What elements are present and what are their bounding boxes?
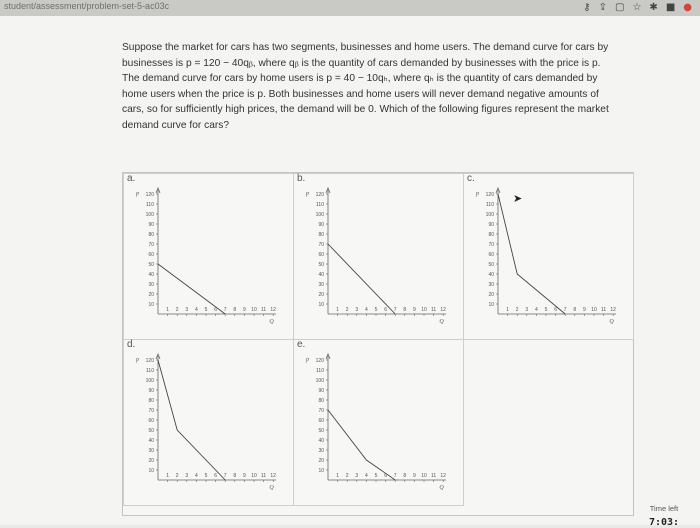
chart-svg: [124, 174, 293, 339]
y-tick-label: 90: [318, 222, 324, 228]
question-text: [122, 40, 632, 133]
y-tick-label: 10: [318, 468, 324, 474]
y-tick-label: 20: [148, 458, 154, 464]
option-b-figure[interactable]: [293, 173, 464, 340]
x-tick-label: 10: [421, 473, 427, 479]
y-tick-label: 20: [318, 292, 324, 298]
x-tick-label: 9: [583, 307, 586, 313]
x-tick-label: 3: [185, 473, 189, 479]
x-axis-label: Q: [609, 319, 614, 325]
y-tick-label: 20: [488, 292, 494, 298]
option-d-figure[interactable]: [123, 339, 294, 506]
x-axis-label: Q: [269, 319, 274, 325]
y-tick-label: 70: [318, 408, 324, 414]
y-tick-label: 40: [318, 438, 324, 444]
x-tick-label: 5: [204, 307, 208, 313]
x-tick-label: 8: [573, 307, 577, 313]
toolbar-icons: [583, 1, 692, 15]
x-tick-label: 11: [260, 307, 267, 313]
x-tick-label: 6: [214, 473, 217, 479]
y-tick-label: 20: [318, 458, 324, 464]
x-tick-label: 12: [270, 473, 276, 479]
y-tick-label: 60: [318, 252, 324, 258]
x-tick-label: 3: [355, 307, 359, 313]
y-tick-label: 120: [315, 358, 324, 364]
chart-svg: [294, 340, 463, 505]
y-tick-label: 70: [488, 242, 494, 248]
y-tick-label: 10: [148, 468, 154, 474]
y-axis-label: p: [476, 191, 479, 197]
option-a-figure[interactable]: [123, 173, 294, 340]
demand-curve: [158, 360, 225, 480]
x-tick-label: 7: [223, 307, 227, 313]
y-tick-label: 10: [488, 302, 494, 308]
x-tick-label: 6: [384, 473, 387, 479]
x-tick-label: 4: [535, 307, 538, 313]
y-tick-label: 90: [318, 388, 324, 394]
y-tick-label: 100: [145, 378, 154, 384]
x-axis-label: Q: [439, 319, 444, 325]
x-tick-label: 12: [440, 307, 446, 313]
chart-svg: [124, 340, 293, 505]
x-tick-label: 11: [260, 473, 267, 479]
question-line: The demand curve for cars by home users is p = 40 − 10qₕ, where qₕ is the quantity of cars demanded by: [122, 73, 598, 84]
y-tick-label: 110: [146, 202, 154, 208]
y-tick-label: 80: [318, 232, 324, 238]
y-tick-label: 100: [145, 212, 154, 218]
x-tick-label: 7: [223, 473, 227, 479]
time-left-value: 7:03:: [648, 517, 680, 528]
y-tick-label: 60: [488, 252, 494, 258]
x-tick-label: 5: [204, 473, 208, 479]
option-letter: d.: [127, 339, 136, 350]
x-tick-label: 9: [243, 473, 246, 479]
y-tick-label: 50: [318, 428, 324, 434]
x-tick-label: 2: [175, 307, 179, 313]
option-letter: e.: [297, 339, 306, 350]
y-tick-label: 40: [488, 272, 494, 278]
x-tick-label: 5: [544, 307, 548, 313]
option-letter: a.: [127, 173, 136, 184]
key-icon[interactable]: ⚷: [583, 2, 591, 13]
profile-icon[interactable]: ●: [683, 2, 692, 13]
option-letter: b.: [297, 173, 306, 184]
x-axis-label: Q: [439, 485, 444, 491]
x-tick-label: 1: [336, 473, 339, 479]
y-tick-label: 10: [318, 302, 324, 308]
y-tick-label: 90: [148, 222, 154, 228]
y-tick-label: 120: [145, 358, 154, 364]
x-tick-label: 6: [554, 307, 557, 313]
x-tick-label: 3: [355, 473, 359, 479]
y-tick-label: 40: [318, 272, 324, 278]
y-tick-label: 80: [488, 232, 494, 238]
chart-svg: [294, 174, 463, 339]
x-tick-label: 2: [345, 473, 349, 479]
question-line: businesses is p = 120 − 40qᵦ, where qᵦ is the quantity of cars demanded by businesses with the price is p.: [122, 57, 601, 69]
x-tick-label: 1: [506, 307, 509, 313]
x-tick-label: 2: [345, 307, 349, 313]
x-tick-label: 4: [195, 307, 198, 313]
y-tick-label: 120: [145, 192, 154, 198]
y-axis-label: p: [306, 357, 309, 363]
x-tick-label: 9: [413, 473, 416, 479]
x-tick-label: 8: [233, 473, 237, 479]
y-tick-label: 30: [318, 282, 324, 288]
x-tick-label: 2: [515, 307, 519, 313]
address-bar[interactable]: student/assessment/problem-set-5-ac03c: [4, 1, 170, 11]
x-tick-label: 9: [243, 307, 246, 313]
y-tick-label: 40: [148, 272, 154, 278]
y-tick-label: 60: [148, 252, 154, 258]
option-letter: c.: [467, 173, 475, 184]
x-tick-label: 4: [195, 473, 198, 479]
browser-toolbar: [0, 0, 700, 16]
x-tick-label: 11: [430, 473, 437, 479]
y-tick-label: 120: [485, 192, 494, 198]
option-e-figure[interactable]: [293, 339, 464, 506]
page-content: [0, 16, 700, 528]
demand-curve: [328, 244, 395, 314]
y-tick-label: 30: [318, 448, 324, 454]
answer-figures: [122, 172, 634, 516]
y-tick-label: 90: [488, 222, 494, 228]
time-left-label: Time left: [649, 504, 679, 513]
x-axis-label: Q: [269, 485, 274, 491]
option-c-figure[interactable]: [463, 173, 634, 340]
y-tick-label: 10: [148, 302, 154, 308]
x-tick-label: 7: [393, 473, 397, 479]
x-tick-label: 10: [591, 307, 597, 313]
y-tick-label: 30: [148, 282, 154, 288]
y-tick-label: 70: [318, 242, 324, 248]
y-tick-label: 90: [148, 388, 154, 394]
star-icon[interactable]: ☆: [632, 2, 642, 13]
x-tick-label: 1: [336, 307, 339, 313]
x-tick-label: 3: [185, 307, 189, 313]
y-axis-label: p: [306, 191, 309, 197]
question-line: cars, so for sufficiently high prices, the demand will be 0. Which of the following figures represent the market: [122, 104, 609, 115]
y-tick-label: 80: [148, 398, 154, 404]
x-tick-label: 10: [251, 307, 257, 313]
x-tick-label: 3: [525, 307, 529, 313]
y-tick-label: 50: [488, 262, 494, 268]
time-left: [632, 504, 696, 528]
tab-icon[interactable]: ▢: [615, 2, 625, 13]
y-tick-label: 100: [315, 212, 324, 218]
y-tick-label: 100: [485, 212, 494, 218]
y-tick-label: 120: [315, 192, 324, 198]
x-tick-label: 12: [270, 307, 276, 313]
x-tick-label: 9: [413, 307, 416, 313]
demand-curve: [328, 410, 395, 480]
y-tick-label: 30: [488, 282, 494, 288]
y-tick-label: 50: [148, 262, 154, 268]
x-tick-label: 7: [393, 307, 397, 313]
x-tick-label: 1: [166, 473, 169, 479]
x-tick-label: 1: [166, 307, 169, 313]
y-tick-label: 60: [318, 418, 324, 424]
y-tick-label: 50: [318, 262, 324, 268]
x-tick-label: 11: [430, 307, 437, 313]
question-line: demand curve for cars?: [122, 119, 230, 131]
x-tick-label: 8: [403, 473, 407, 479]
y-tick-label: 110: [146, 368, 154, 374]
question-line: Suppose the market for cars has two segments, businesses and home users. The demand curve for cars by: [122, 42, 609, 53]
x-tick-label: 8: [233, 307, 237, 313]
y-tick-label: 110: [316, 202, 324, 208]
y-axis-label: p: [136, 357, 139, 363]
y-tick-label: 70: [148, 408, 154, 414]
y-tick-label: 80: [318, 398, 324, 404]
x-tick-label: 7: [563, 307, 567, 313]
x-tick-label: 10: [421, 307, 427, 313]
share-icon[interactable]: ⇪: [598, 2, 607, 13]
x-tick-label: 5: [374, 473, 378, 479]
x-tick-label: 6: [384, 307, 387, 313]
x-tick-label: 11: [600, 307, 607, 313]
y-tick-label: 20: [148, 292, 154, 298]
y-tick-label: 30: [148, 448, 154, 454]
y-tick-label: 110: [316, 368, 324, 374]
y-tick-label: 50: [148, 428, 154, 434]
x-tick-label: 12: [440, 473, 446, 479]
y-tick-label: 80: [148, 232, 154, 238]
mouse-cursor-icon: ➤: [513, 192, 523, 205]
y-tick-label: 60: [148, 418, 154, 424]
chart-svg: [464, 174, 633, 339]
x-tick-label: 2: [175, 473, 179, 479]
y-axis-label: p: [136, 191, 139, 197]
x-tick-label: 4: [365, 473, 368, 479]
y-tick-label: 40: [148, 438, 154, 444]
y-tick-label: 100: [315, 378, 324, 384]
x-tick-label: 10: [251, 473, 257, 479]
x-tick-label: 4: [365, 307, 368, 313]
y-tick-label: 110: [486, 202, 494, 208]
x-tick-label: 12: [610, 307, 616, 313]
x-tick-label: 5: [374, 307, 378, 313]
x-tick-label: 6: [214, 307, 217, 313]
x-tick-label: 8: [403, 307, 407, 313]
menu-icon[interactable]: ■: [665, 2, 676, 13]
extension-icon[interactable]: ✱: [649, 2, 658, 13]
y-tick-label: 70: [148, 242, 154, 248]
demand-curve: [498, 194, 565, 314]
question-line: home users when the price is p. Both businesses and home users will never demand negative amounts of: [122, 88, 599, 100]
